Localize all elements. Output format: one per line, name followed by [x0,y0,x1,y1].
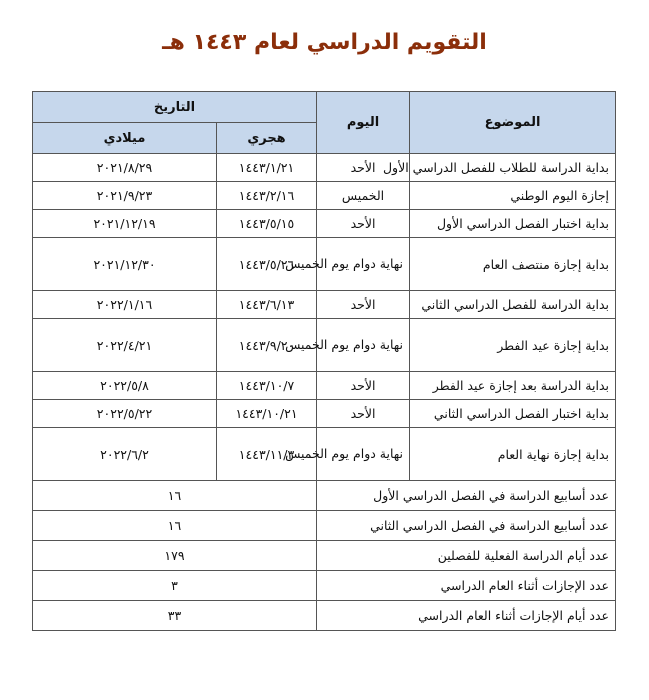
row-day: نهاية دوام يوم الخميس [317,319,410,372]
row-topic: بداية إجازة عيد الفطر [410,319,616,372]
summary-row [33,541,616,571]
row-gregorian-date: ٢٠٢١/١٢/١٩ [33,210,217,238]
row-topic: بداية اختبار الفصل الدراسي الأول [410,210,616,238]
table-row [33,154,616,182]
summary-label: عدد الإجازات أثناء العام الدراسي [317,571,616,601]
row-day: الأحد [317,154,410,182]
row-gregorian-date: ٢٠٢١/٩/٢٣ [33,182,217,210]
row-day: الأحد [317,400,410,428]
row-hijri-date: ١٤٤٣/١١/٣ [217,428,317,481]
summary-value: ١٧٩ [33,541,317,571]
page-title: التقويم الدراسي لعام ١٤٤٣ هـ [162,30,487,55]
row-hijri-date: ١٤٤٣/٢/١٦ [217,182,317,210]
summary-value: ٣٣ [33,601,317,631]
row-day: نهاية دوام يوم الخميس [317,428,410,481]
table-row [33,428,616,481]
row-gregorian-date: ٢٠٢٢/٥/٢٢ [33,400,217,428]
summary-value: ١٦ [33,511,317,541]
row-topic: بداية إجازة نهاية العام [410,428,616,481]
table-row [33,291,616,319]
summary-row [33,601,616,631]
row-hijri-date: ١٤٤٣/٦/١٣ [217,291,317,319]
row-day: الخميس [317,182,410,210]
row-day: الأحد [317,291,410,319]
summary-row [33,511,616,541]
row-topic: بداية الدراسة للطلاب للفصل الدراسي الأول [410,154,616,182]
header-day: اليوم [317,92,410,154]
header-date: التاريخ [33,92,317,123]
row-gregorian-date: ٢٠٢١/١٢/٣٠ [33,238,217,291]
table-row [33,182,616,210]
row-day: الأحد [317,372,410,400]
row-hijri-date: ١٤٤٣/١/٢١ [217,154,317,182]
row-topic: بداية الدراسة بعد إجازة عيد الفطر [410,372,616,400]
table-row [33,400,616,428]
summary-row [33,481,616,511]
row-topic: إجازة اليوم الوطني [410,182,616,210]
table-row [33,210,616,238]
row-day: الأحد [317,210,410,238]
row-gregorian-date: ٢٠٢٢/٥/٨ [33,372,217,400]
row-day: نهاية دوام يوم الخميس [317,238,410,291]
row-topic: بداية الدراسة للفصل الدراسي الثاني [410,291,616,319]
header-row [33,92,616,123]
summary-value: ٣ [33,571,317,601]
row-gregorian-date: ٢٠٢٢/٦/٢ [33,428,217,481]
row-hijri-date: ١٤٤٣/١٠/٢١ [217,400,317,428]
calendar-table [32,91,616,631]
row-topic: بداية إجازة منتصف العام [410,238,616,291]
row-gregorian-date: ٢٠٢١/٨/٢٩ [33,154,217,182]
row-hijri-date: ١٤٤٣/١٠/٧ [217,372,317,400]
table-row [33,319,616,372]
row-hijri-date: ١٤٤٣/٥/١٥ [217,210,317,238]
summary-row [33,571,616,601]
summary-value: ١٦ [33,481,317,511]
header-gregorian: ميلادي [33,123,217,154]
summary-label: عدد أيام الدراسة الفعلية للفصلين [317,541,616,571]
summary-label: عدد أسابيع الدراسة في الفصل الدراسي الأول [317,481,616,511]
header-topic: الموضوع [410,92,616,154]
row-hijri-date: ١٤٤٣/٥/٢٦ [217,238,317,291]
row-gregorian-date: ٢٠٢٢/١/١٦ [33,291,217,319]
row-topic: بداية اختبار الفصل الدراسي الثاني [410,400,616,428]
row-hijri-date: ١٤٤٣/٩/٢٠ [217,319,317,372]
summary-label: عدد أسابيع الدراسة في الفصل الدراسي الثاني [317,511,616,541]
table-row [33,238,616,291]
table-row [33,372,616,400]
row-gregorian-date: ٢٠٢٢/٤/٢١ [33,319,217,372]
summary-label: عدد أيام الإجازات أثناء العام الدراسي [317,601,616,631]
header-hijri: هجري [217,123,317,154]
